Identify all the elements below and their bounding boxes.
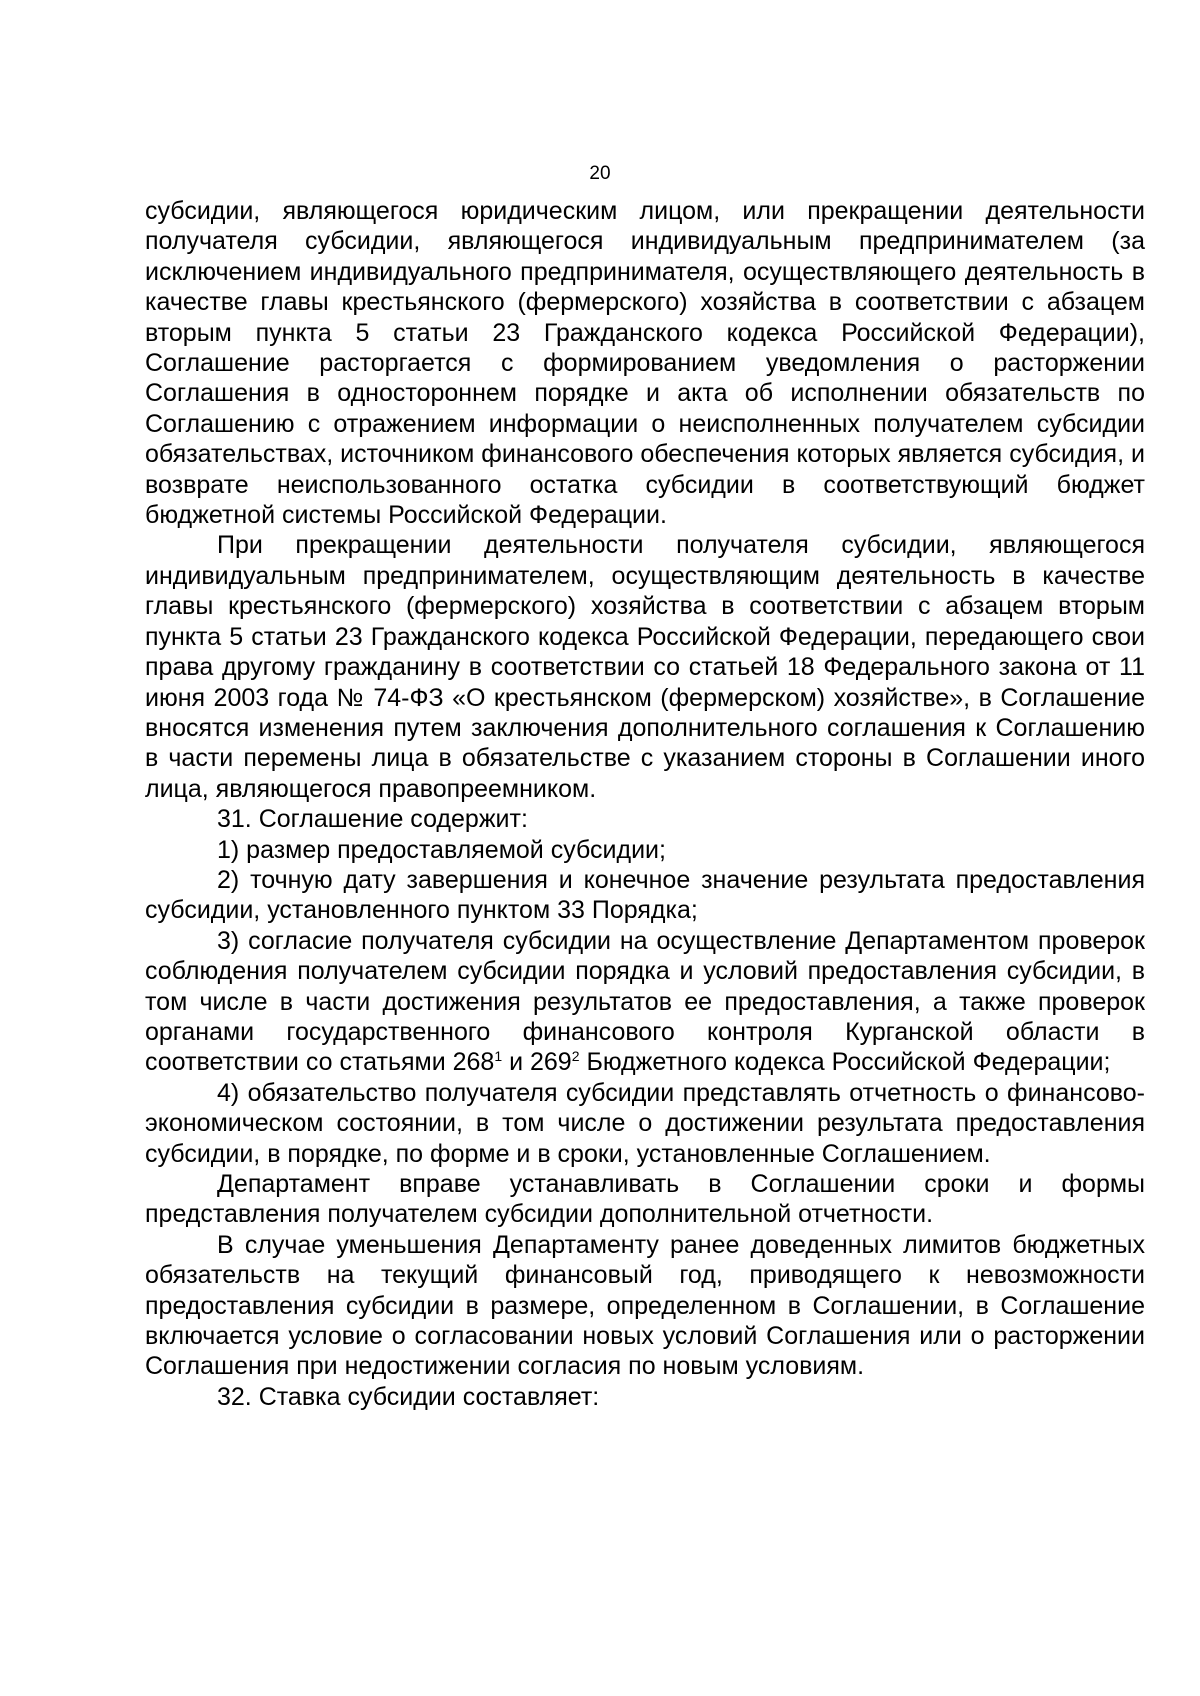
clause-31-item-3	[145, 926, 1145, 1078]
superscript-2: 2	[571, 1048, 580, 1065]
paragraph-agreement-termination: субсидии, являющегося юридическим лицом, или прекращении деятельности получателя субсидии, являющегося индивидуальным предпринимателем (за исключением индивидуального предпринимателя, осуществляющего деятельность в качестве главы крестьянского (фермерского) хозяйства в соответствии с абзацем вторым пункта 5 статьи 23 Гражданского кодекса Российской Федерации), Соглашение расторгается с формированием уведомления о расторжении Соглашения в одностороннем порядке и акта об исполнении обязательств по Соглашению с отражением информации о неисполненных получателем субсидии обязательствах, источником финансового обеспечения которых является субсидия, и возврате неиспользованного остатка субсидии в соответствующий бюджет бюджетной системы Российской Федерации.	[145, 197, 1145, 530]
clause-31-item-1: 1) размер предоставляемой субсидии;	[217, 835, 666, 864]
clause-32-heading: 32. Ставка субсидии составляет:	[217, 1382, 600, 1411]
clause-31-item-3-text-b: и 269	[502, 1048, 572, 1077]
clause-31-item-4: 4) обязательство получателя субсидии представлять отчетность о финансово-экономическом состоянии, в том числе о достижении результата предоставления субсидии, в порядке, по форме и в сроки, установленные Соглашением.	[145, 1078, 1145, 1168]
document-body	[145, 196, 1145, 1412]
clause-31-heading: 31. Соглашение содержит:	[217, 805, 528, 834]
paragraph-additional-reporting: Департамент вправе устанавливать в Соглашении сроки и формы представления получателем субсидии дополнительной отчетности.	[145, 1170, 1145, 1229]
page-number: 20	[589, 163, 611, 184]
superscript-1: 1	[494, 1048, 503, 1065]
paragraph-farmer-succession: При прекращении деятельности получателя субсидии, являющегося индивидуальным предпринимателем, осуществляющим деятельность в качестве главы крестьянского (фермерского) хозяйства в соответствии с абзацем вторым пункта 5 статьи 23 Гражданского кодекса Российской Федерации, передающего свои права другому гражданину в соответствии со статьей 18 Федерального закона от 11 июня 2003 года № 74-ФЗ «О крестьянском (фермерском) хозяйстве», в Соглашение вносятся изменения путем заключения дополнительного соглашения к Соглашению в части перемены лица в обязательстве с указанием стороны в Соглашении иного лица, являющегося правопреемником.	[145, 531, 1145, 803]
clause-31-item-3-text-c: Бюджетного кодекса Российской Федерации;	[579, 1048, 1111, 1077]
clause-31-item-3-text-a: 3) согласие получателя субсидии на осуществление Департаментом проверок соблюдения получателем субсидии порядка и условий предоставления субсидии, в том числе в части достижения результатов ее предоставления, а также проверок органами государственного финансового контроля Курганской области в соответствии со статьями 268	[145, 926, 1145, 1077]
clause-31-item-2: 2) точную дату завершения и конечное значение результата предоставления субсидии, установленного пунктом 33 Порядка;	[145, 865, 1145, 925]
paragraph-limits-reduction: В случае уменьшения Департаменту ранее доведенных лимитов бюджетных обязательств на текущий финансовый год, приводящего к невозможности предоставления субсидии в размере, определенном в Соглашении, в Соглашение включается условие о согласовании новых условий Соглашения или о расторжении Соглашения при недостижении согласия по новым условиям.	[145, 1230, 1145, 1381]
